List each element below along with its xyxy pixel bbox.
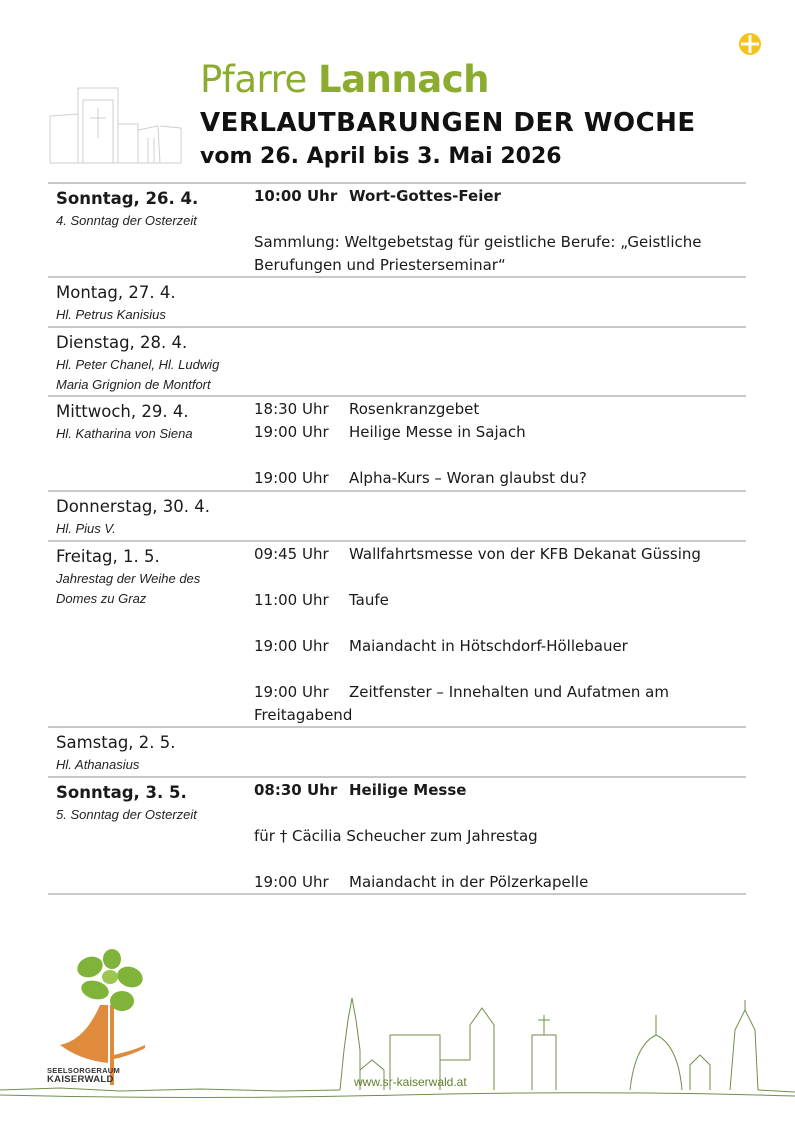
event-line: [254, 467, 740, 490]
event-title: Wallfahrtsmesse von der KFB Dekanat Güssing: [349, 545, 701, 563]
day-saint: Jahrestag der Weihe des Domes zu Graz: [56, 571, 201, 606]
event-time: 09:45 Uhr: [254, 545, 329, 563]
day-saint: Hl. Peter Chanel, Hl. Ludwig Maria Grignion de Montfort: [56, 357, 220, 392]
day-name: Dienstag, 28. 4.: [56, 333, 188, 352]
event-time: 18:30 Uhr: [254, 400, 329, 418]
event-title: Taufe: [349, 591, 389, 609]
church-drawing-icon: [48, 86, 183, 170]
logo-text: KAISERWALD: [47, 1074, 114, 1085]
event-note: Sammlung: Weltgebetstag für geistliche Berufe: „Geistliche Berufungen und Priesterseminar“: [254, 233, 702, 274]
day-name: Freitag, 1. 5.: [56, 547, 160, 566]
day-row: [48, 184, 746, 278]
day-saint: Hl. Katharina von Siena: [56, 426, 193, 441]
day-name: Sonntag, 3. 5.: [56, 783, 187, 802]
day-saint: Hl. Petrus Kanisius: [56, 307, 166, 322]
day-name: Sonntag, 26. 4.: [56, 189, 199, 208]
day-row: [48, 492, 746, 542]
event-time: 11:00 Uhr: [254, 591, 329, 609]
event-line: [254, 779, 740, 802]
event-line: [254, 681, 740, 704]
day-saint: Hl. Pius V.: [56, 521, 116, 536]
event-line: [254, 635, 740, 658]
event-time: 19:00 Uhr: [254, 637, 329, 655]
event-note: für † Cäcilia Scheucher zum Jahrestag: [254, 827, 538, 845]
event-title: Heilige Messe in Sajach: [349, 423, 526, 441]
event-time: 10:00 Uhr: [254, 187, 338, 205]
event-time: 19:00 Uhr: [254, 469, 329, 487]
day-row: [48, 778, 746, 895]
event-line: [254, 398, 740, 421]
day-saint: 5. Sonntag der Osterzeit: [56, 807, 197, 822]
event-title: Heilige Messe: [349, 781, 467, 799]
day-row: [48, 728, 746, 778]
event-line: [254, 185, 740, 208]
event-line: [254, 871, 740, 894]
event-continuation: Freitagabend: [254, 706, 353, 724]
event-title: Maiandacht in Hötschdorf-Höllebauer: [349, 637, 628, 655]
day-row: [48, 397, 746, 492]
day-saint: 4. Sonntag der Osterzeit: [56, 213, 197, 228]
day-row: [48, 278, 746, 328]
date-range: vom 26. April bis 3. Mai 2026: [200, 144, 562, 169]
event-time: 08:30 Uhr: [254, 781, 338, 799]
event-title: Wort-Gottes-Feier: [349, 187, 501, 205]
event-title: Maiandacht in der Pölzerkapelle: [349, 873, 589, 891]
event-line: [254, 421, 740, 444]
day-row: [48, 542, 746, 728]
weekly-schedule: [48, 182, 746, 895]
cross-circle-icon: [738, 32, 762, 60]
day-name: Donnerstag, 30. 4.: [56, 497, 211, 516]
day-name: Montag, 27. 4.: [56, 283, 176, 302]
event-time: 19:00 Uhr: [254, 873, 329, 891]
event-time: 19:00 Uhr: [254, 683, 329, 701]
day-name: Mittwoch, 29. 4.: [56, 402, 189, 421]
event-title: Zeitfenster – Innehalten und Aufatmen am: [349, 683, 669, 701]
event-line: [254, 543, 740, 566]
logo-text: SEELSORGERAUM: [47, 1066, 121, 1075]
page-title: VERLAUTBARUNGEN DER WOCHE: [200, 108, 696, 138]
day-row: [48, 328, 746, 397]
parish-title: Pfarre Lannach: [200, 58, 489, 101]
event-title: Alpha-Kurs – Woran glaubst du?: [349, 469, 587, 487]
day-name: Samstag, 2. 5.: [56, 733, 176, 752]
website-link[interactable]: www.sr-kaiserwald.at: [354, 1075, 467, 1089]
event-title: Rosenkranzgebet: [349, 400, 480, 418]
event-line: [254, 589, 740, 612]
event-time: 19:00 Uhr: [254, 423, 329, 441]
day-saint: Hl. Athanasius: [56, 757, 140, 772]
